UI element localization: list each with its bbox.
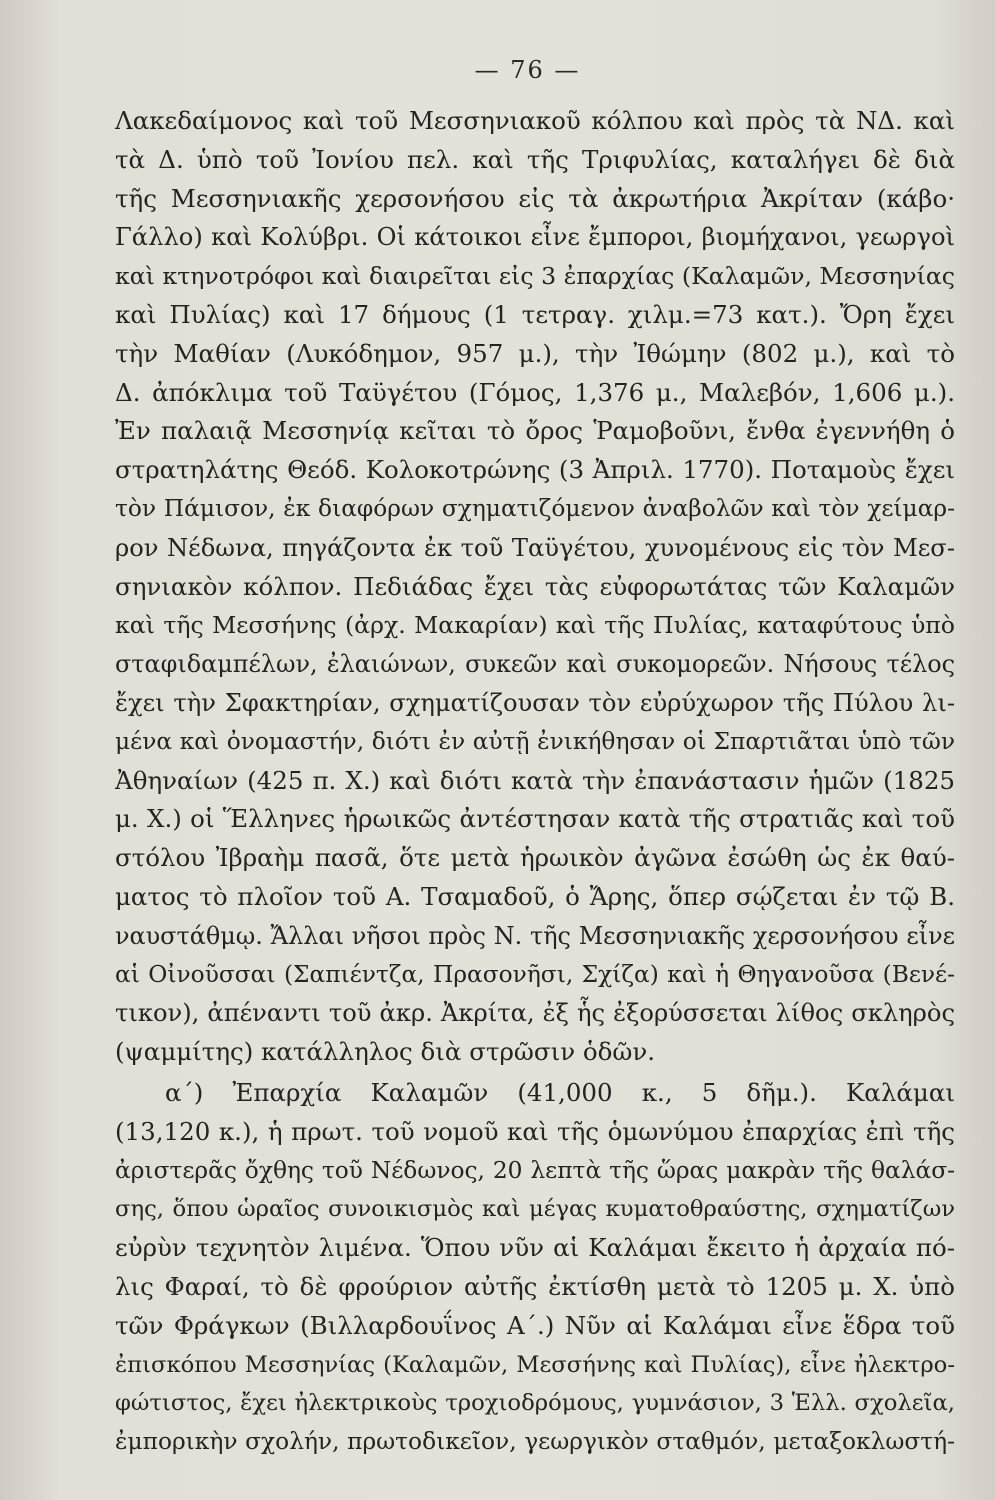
text-line: μένα καὶ ὀνομαστήν, διότι ἐν αὐτῇ ἐνικήθησαν οἱ Σπαρτιᾶται ὑπὸ τῶν bbox=[115, 727, 955, 755]
body-text bbox=[115, 102, 955, 1462]
text-line: λις Φαραί, τὸ δὲ φρούριον αὐτῆς ἐκτίσθη μετὰ τὸ 1205 μ. Χ. ὑπὸ bbox=[115, 1271, 955, 1301]
text-line: ναυστάθμῳ. Ἄλλαι νῆσοι πρὸς Ν. τῆς Μεσσηνιακῆς χερσονήσου εἶνε bbox=[115, 921, 955, 950]
text-line: (13,120 κ.), ἡ πρωτ. τοῦ νομοῦ καὶ τῆς ὁμωνύμου ἐπαρχίας ἐπὶ τῆς bbox=[115, 1116, 955, 1146]
text-line: τῆς Μεσσηνιακῆς χερσονήσου εἰς τὰ ἀκρωτήρια Ἀκρίταν (κάβο· bbox=[115, 183, 955, 213]
text-line: Δ. ἀπόκλιμα τοῦ Ταϋγέτου (Γόμος, 1,376 μ., Μαλεβόν, 1,606 μ.). bbox=[115, 377, 955, 407]
text-line: ἐπισκόπου Μεσσηνίας (Καλαμῶν, Μεσσήνης καὶ Πυλίας), εἶνε ἠλεκτρο- bbox=[115, 1351, 955, 1378]
text-line: καὶ Πυλίας) καὶ 17 δήμους (1 τετραγ. χιλμ.=73 κατ.). Ὄρη ἔχει bbox=[115, 299, 955, 329]
text-line: καὶ κτηνοτρόφοι καὶ διαιρεῖται εἰς 3 ἐπαρχίας (Καλαμῶν, Μεσσηνίας bbox=[115, 262, 955, 291]
text-line: Ἀθηναίων (425 π. Χ.) καὶ διότι κατὰ τὴν ἐπανάστασιν ἡμῶν (1825 bbox=[115, 765, 955, 795]
text-line: ἔχει τὴν Σφακτηρίαν, σχηματίζουσαν τὸν εὐρύχωρον τῆς Πύλου λι- bbox=[115, 688, 955, 717]
text-line: ἀριστερᾶς ὄχθης τοῦ Νέδωνος, 20 λεπτὰ τῆς ὥρας μακρὰν τῆς θαλάσ- bbox=[115, 1156, 955, 1184]
text-line: Λακεδαίμονος καὶ τοῦ Μεσσηνιακοῦ κόλπου καὶ πρὸς τὰ ΝΔ. καὶ bbox=[115, 106, 955, 135]
text-line: ρον Νέδωνα, πηγάζοντα ἐκ τοῦ Ταϋγέτου, χυνομένους εἰς τὸν Μεσ- bbox=[115, 533, 955, 562]
text-line: σης, ὅπου ὡραῖος συνοικισμὸς καὶ μέγας κυματοθραύστης, σχηματίζων bbox=[115, 1196, 955, 1223]
text-line: ματος τὸ πλοῖον τοῦ Α. Τσαμαδοῦ, ὁ Ἄρης, ὅπερ σῴζεται ἐν τῷ Β. bbox=[115, 881, 955, 911]
text-line: Γάλλο) καὶ Κολύβρι. Οἱ κάτοικοι εἶνε ἔμποροι, βιομήχανοι, γεωργοὶ bbox=[115, 223, 955, 252]
text-line: μ. Χ.) οἱ Ἕλληνες ἡρωικῶς ἀντέστησαν κατὰ τῆς στρατιᾶς καὶ τοῦ bbox=[115, 804, 955, 834]
text-line: (ψαμμίτης) κατάλληλος διὰ στρῶσιν ὁδῶν. bbox=[115, 1037, 656, 1067]
text-line: σηνιακὸν κόλπον. Πεδιάδας ἔχει τὰς εὐφορωτάτας τῶν Καλαμῶν bbox=[115, 571, 955, 601]
text-line: στόλου Ἰβραὴμ πασᾶ, ὅτε μετὰ ἡρωικὸν ἀγῶνα ἐσώθη ὡς ἐκ θαύ- bbox=[115, 843, 955, 873]
section-heading-line: α΄) Ἐπαρχία Καλαμῶν (41,000 κ., 5 δῆμ.). Καλάμαι bbox=[165, 1077, 955, 1107]
text-line: τὴν Μαθίαν (Λυκόδημον, 957 μ.), τὴν Ἰθώμην (802 μ.), καὶ τὸ bbox=[115, 338, 955, 368]
text-line: Ἐν παλαιᾷ Μεσσηνίᾳ κεῖται τὸ ὄρος Ῥαμοβοῦνι, ἔνθα ἐγεννήθη ὁ bbox=[115, 416, 955, 446]
text-line: τῶν Φράγκων (Βιλλαρδουΐνος Α΄.) Νῦν αἱ Καλάμαι εἶνε ἕδρα τοῦ bbox=[115, 1310, 955, 1340]
text-line: αἱ Οἰνοῦσσαι (Σαπιέντζα, Πρασονῆσι, Σχίζα) καὶ ἡ Θηγανοῦσα (Βενέ- bbox=[115, 960, 955, 988]
text-line: σταφιδαμπέλων, ἐλαιώνων, συκεῶν καὶ συκομορεῶν. Νήσους τέλος bbox=[115, 650, 955, 679]
text-line: ἐμπορικὴν σχολήν, πρωτοδικεῖον, γεωργικὸν σταθμόν, μεταξοκλωστή- bbox=[115, 1428, 955, 1456]
text-line: τὸν Πάμισον, ἐκ διαφόρων σχηματιζόμενον ἀναβολῶν καὶ τὸν χείμαρ- bbox=[115, 494, 955, 522]
text-line: τὰ Δ. ὑπὸ τοῦ Ἰονίου πελ. καὶ τῆς Τριφυλίας, καταλήγει δὲ διὰ bbox=[115, 144, 955, 174]
text-line: φώτιστος, ἔχει ἠλεκτρικοὺς τροχιοδρόμους, γυμνάσιον, 3 Ἑλλ. σχολεῖα, bbox=[115, 1390, 955, 1417]
text-line: εὐρὺν τεχνητὸν λιμένα. Ὅπου νῦν αἱ Καλάμαι ἔκειτο ἡ ἀρχαία πό- bbox=[115, 1233, 955, 1263]
page-number: — 76 — bbox=[474, 56, 581, 84]
text-line: στρατηλάτης Θεόδ. Κολοκοτρώνης (3 Ἀπριλ. 1770). Ποταμοὺς ἔχει bbox=[115, 455, 955, 485]
text-line: καὶ τῆς Μεσσήνης (ἀρχ. Μακαρίαν) καὶ τῆς Πυλίας, καταφύτους ὑπὸ bbox=[115, 611, 955, 640]
text-line: τικον), ἀπέναντι τοῦ ἀκρ. Ἀκρίτα, ἐξ ἧς ἐξορύσσεται λίθος σκληρὸς bbox=[115, 999, 955, 1028]
